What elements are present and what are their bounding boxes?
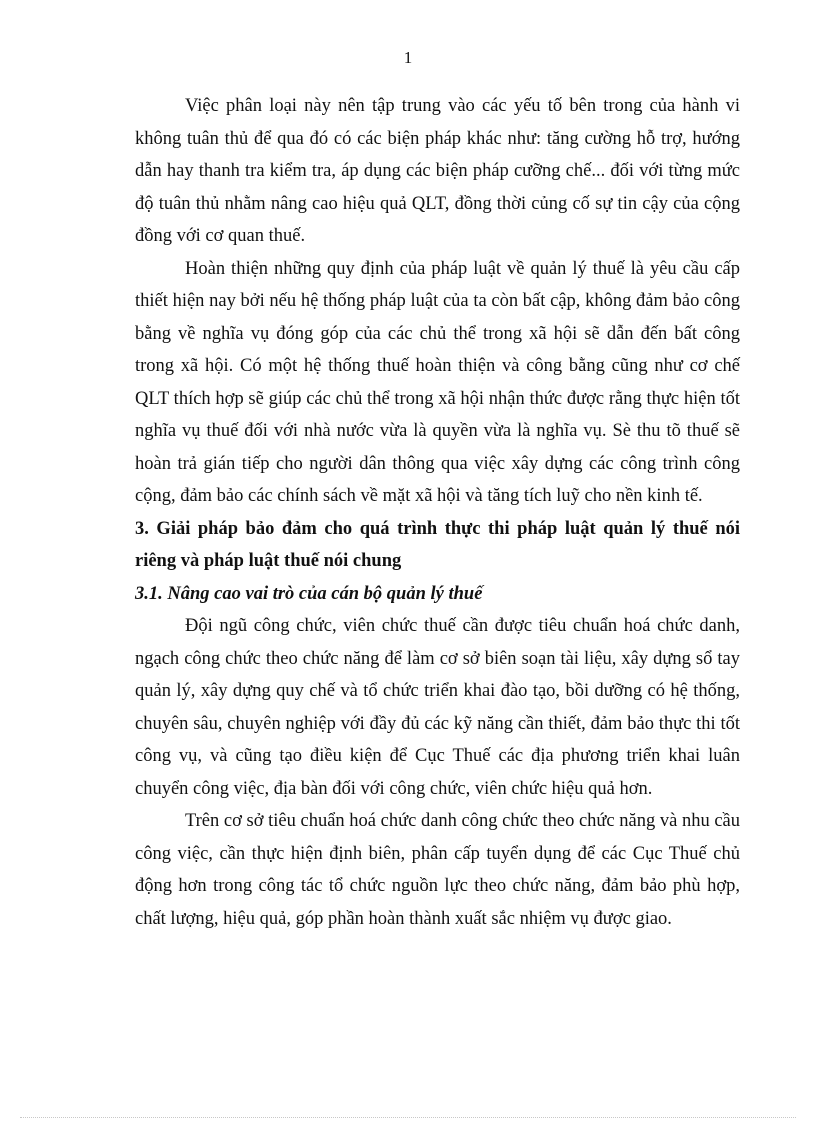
paragraph-staff-standards: Đội ngũ công chức, viên chức thuế cần được tiêu chuẩn hoá chức danh, ngạch công chức theo chức năng để làm cơ sở biên soạn tài liệu, xây dựng sổ tay quản lý, xây dựng quy chế và tổ chức triển khai đào tạo, bồi dưỡng có hệ thống, chuyên sâu, chuyên nghiệp với đầy đủ các kỹ năng cần thiết, đảm bảo thực thi tốt công vụ, và cũng tạo điều kiện để Cục Thuế các địa phương triển khai luân chuyển công việc, địa bàn đối với công chức, viên chức hiệu quả hơn.	[135, 616, 740, 799]
page-number: 1	[403, 48, 413, 67]
section-heading: 3. Giải pháp bảo đảm cho quá trình thực thi pháp luật quản lý thuế nói riêng và pháp luật thuế nói chung	[135, 518, 740, 571]
subsection-heading: 3.1. Nâng cao vai trò của cán bộ quản lý thuế	[135, 583, 483, 604]
page-bottom-rule	[20, 1117, 796, 1118]
paragraph-staffing-plan: Trên cơ sở tiêu chuẩn hoá chức danh công chức theo chức năng và nhu cầu công việc, cần thực hiện định biên, phân cấp tuyển dụng để các Cục Thuế chủ động hơn trong công tác tổ chức nguồn lực theo chức năng, đảm bảo phù hợp, chất lượng, hiệu quả, góp phần hoàn thành xuất sắc nhiệm vụ được giao.	[135, 811, 740, 929]
paragraph-classification: Việc phân loại này nên tập trung vào các yếu tố bên trong của hành vi không tuân thủ để qua đó có các biện pháp khác như: tăng cường hỗ trợ, hướng dẫn hay thanh tra kiểm tra, áp dụng các biện pháp cưỡng chế... đối với từng mức độ tuân thủ nhằm nâng cao hiệu quả QLT, đồng thời củng cố sự tin cậy của cộng đồng với cơ quan thuế.	[135, 96, 740, 246]
paragraph-law-improvement: Hoàn thiện những quy định của pháp luật về quản lý thuế là yêu cầu cấp thiết hiện nay bởi nếu hệ thống pháp luật của ta còn bất cập, không đảm bảo công bằng về nghĩa vụ đóng góp của các chủ thể trong xã hội sẽ dẫn đến bất công trong xã hội. Có một hệ thống thuế hoàn thiện và công bằng cũng như cơ chế QLT thích hợp sẽ giúp các chủ thể trong xã hội nhận thức được rằng thực hiện tốt nghĩa vụ thuế đối với nhà nước vừa là quyền vừa là nghĩa vụ. Sè thu tõ thuế sẽ hoàn trả gián tiếp cho người dân thông qua việc xây dựng các công trình công cộng, đảm bảo các chính sách về mặt xã hội và tăng tích luỹ cho nền kinh tế.	[135, 258, 740, 506]
document-body	[135, 90, 740, 935]
